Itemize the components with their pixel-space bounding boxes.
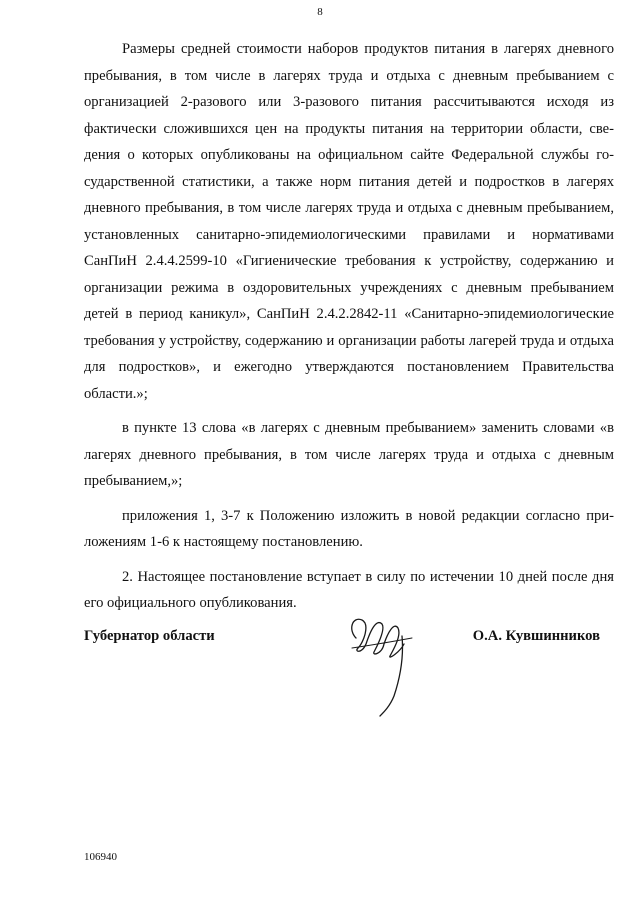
signatory-name: О.А. Кувшинников xyxy=(472,628,600,644)
paragraph-price-calculation: Размеры средней стоимости наборов продуктов питания в лагерях дневного пребывания, в том числе в лагерях труда и отдыха с дневным пребыванием с организацией 2-разового или 3-разового питания рассчитываются исходя из фактически сложившихся цен на продукты питания на территории области, сведения о которых опубликованы на официальном сайте Федеральной службы государственной статистики, а также норм питания детей и подростков в лагерях дневного пребывания, в том числе лагерях труда и отдыха с дневным пребыванием, установленных санитарно-эпидемиологическими правилами и нормативами СанПиН 2.4.4.2599-10 «Гигиенические требования к устройству, содержанию и организации режима в оздоровительных учреждениях с дневным пребыванием детей в период каникул», СанПиН 2.4.2.2842-11 «Санитарно-эпидемиологические требования у устройству, содержанию и организации работы лагерей труда и отдыха для подростков», и ежегодно утверждаются постановлением Правительства области.»; xyxy=(84,41,614,402)
document-code: 106940 xyxy=(84,851,117,863)
signature-block xyxy=(84,628,600,718)
page-number: 8 xyxy=(317,6,323,18)
handwritten-signature xyxy=(342,608,422,718)
paragraph-clause-13: в пункте 13 слова «в лагерях с дневным пребыванием» заменить словами «в лагерях дневного пребывания, в том числе лагерях труда и отдыха с дневным пребыванием,»; xyxy=(84,420,614,489)
signatory-title: Губернатор области xyxy=(84,628,215,644)
paragraph-effective-date: 2. Настоящее постановление вступает в силу по истечении 10 дней после дня его официального опубликования. xyxy=(84,568,614,611)
document-body xyxy=(84,36,614,617)
paragraph-appendices: приложения 1, 3-7 к Положению изложить в новой редакции согласно приложениям 1-6 к настоящему постановлению. xyxy=(84,507,614,550)
